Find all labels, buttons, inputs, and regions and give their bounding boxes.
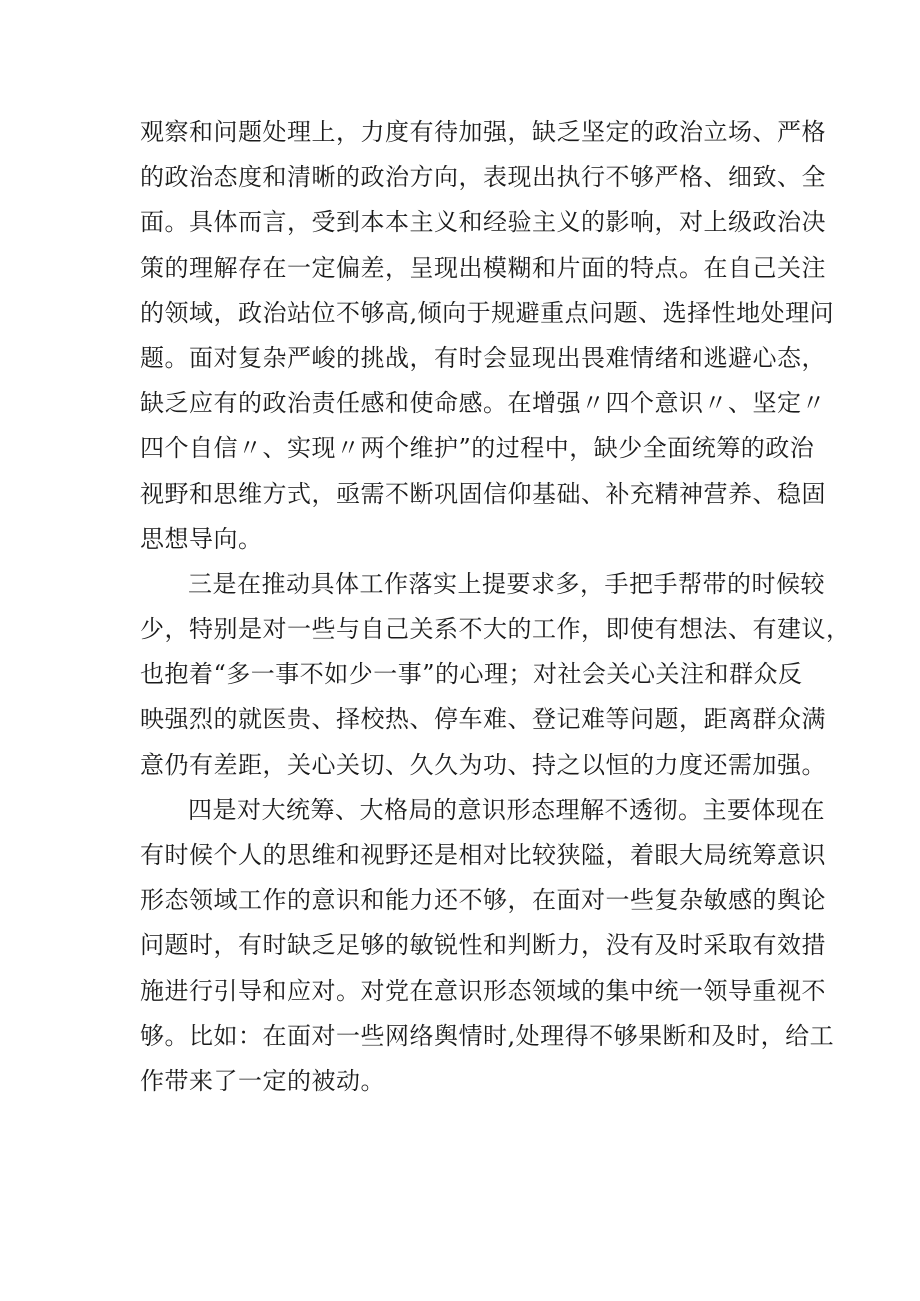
text-line: 思想导向。 [140,524,263,553]
text-line: 四个自信〃、实现〃两个维护”的过程中，缺少全面统筹的政治 [140,434,815,463]
text-line: 也抱着“多一事不如少一事”的心理；对社会关心关注和群众反 [140,660,803,689]
text-line: 四是对大统筹、大格局的意识形态理解不透彻。主要体现在 [188,795,825,824]
text-line: 题。面对复杂严峻的挑战，有时会显现出畏难情绪和逃避心态， [140,343,826,372]
text-line: 问题时，有时缺乏足够的敏锐性和判断力，没有及时采取有效措 [140,931,826,960]
text-line: 观察和问题处理上，力度有待加强，缺乏坚定的政治立场、严格 [140,118,826,146]
text-line: 的政治态度和清晰的政治方向，表现出执行不够严格、细致、全 [140,163,826,192]
text-line: 映强烈的就医贵、择校热、停车难、登记难等问题，距离群众满 [140,705,826,734]
text-line: 有时候个人的思维和视野还是相对比较狭隘，着眼大局统筹意识 [140,841,826,869]
document-body [140,110,851,1104]
text-line: 缺乏应有的政治责任感和使命感。在增强〃四个意识〃、坚定〃 [140,389,826,418]
text-line: 少，特别是对一些与自己关系不大的工作，即使有想法、有建议， [140,615,851,644]
text-line: 形态领域工作的意识和能力还不够，在面对一些复杂敏感的舆论 [140,886,826,915]
paragraph-3 [140,788,835,1104]
text-line: 视野和思维方式，亟需不断巩固信仰基础、补充精神营养、稳固 [140,479,826,508]
paragraph-1 [140,110,835,562]
text-line: 够。比如：在面对一些网络舆情时,处理得不够果断和及时，给工 [140,1021,835,1050]
text-line: 三是在推动具体工作落实上提要求多，手把手帮带的时候较 [188,569,825,598]
text-line: 的领域，政治站位不够高,倾向于规避重点问题、选择性地处理问 [140,298,835,327]
text-line: 策的理解存在一定偏差，呈现出模糊和片面的特点。在自己关注 [140,253,826,282]
text-line: 意仍有差距，关心关切、久久为功、持之以恒的力度还需加强。 [140,750,826,779]
paragraph-2 [140,562,851,788]
text-line: 面。具体而言，受到本本主义和经验主义的影响，对上级政治决 [140,208,826,237]
text-line: 作带来了一定的被动。 [140,1066,385,1095]
text-line: 施进行引导和应对。对党在意识形态领域的集中统一领导重视不 [140,976,826,1005]
